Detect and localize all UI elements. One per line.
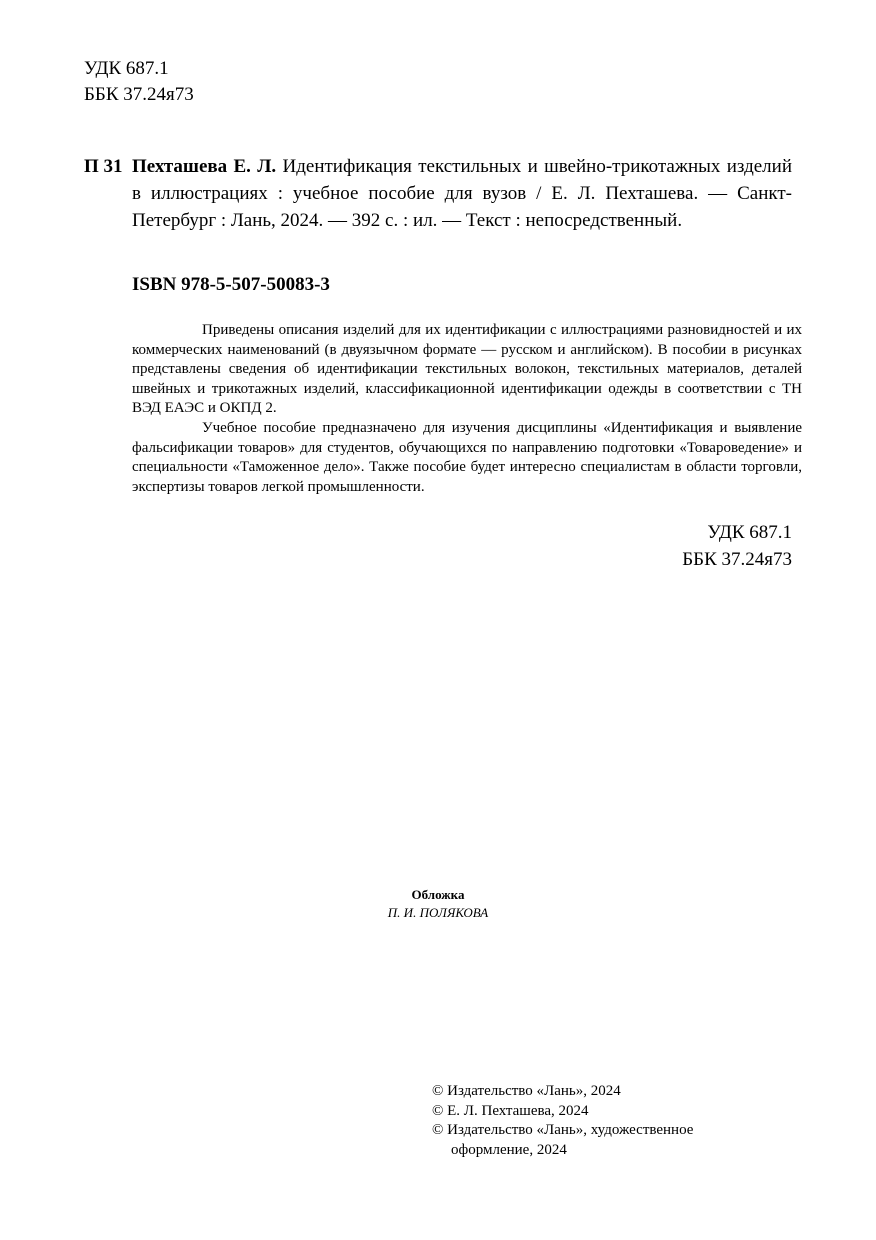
copyright-line: © Издательство «Лань», 2024 <box>432 1083 621 1099</box>
copyright-line: © Е. Л. Пехташева, 2024 <box>432 1102 589 1119</box>
abstract-paragraph: Учебное пособие предназначено для изучения дисциплины «Идентификация и выявление фальсификации товаров» для студентов, обучающихся по направлению подготовки «Товароведение» и специальности «Таможенное дело». Также пособие будет интересно специалистам в области торговли, экспертизы товаров легкой промышленности. <box>132 419 802 495</box>
abstract-paragraph: Приведены описания изделий для их идентификации с иллюстрациями разновидностей и их коммерческих наименований (в двуязычном формате — русском и английском). В пособии в рисунках представлены сведения об идентификации текстильных волокон, текстильных материалов, деталей швейных и трикотажных изделий, классификационной идентификации одежды в соответствии с ТН ВЭД ЕАЭС и ОКПД 2. <box>132 322 802 417</box>
abstract <box>132 321 802 497</box>
bbk-code: ББК 37.24я73 <box>84 84 194 105</box>
cover-designer: П. И. ПОЛЯКОВА <box>387 905 489 920</box>
bibliographic-description: Идентификация текстильных и швейно-трикотажных изделий в иллюстрациях : учебное пособие для вузов / Е. Л. Пехташева. — Санкт-Петербург : Лань, 2024. — 392 с. : ил. — Текст : непосредственный. <box>132 156 792 231</box>
bbk-code: ББК 37.24я73 <box>682 549 792 570</box>
bibliographic-record <box>132 153 792 234</box>
classification-block-top <box>84 56 194 108</box>
copyright-block <box>432 1082 693 1160</box>
copyright-line: © Издательство «Лань», художественное <box>432 1122 694 1138</box>
author-mark: П 31 <box>84 156 123 177</box>
isbn: ISBN 978-5-507-50083-3 <box>132 274 330 295</box>
author-name: Пехташева Е. Л. <box>132 156 277 177</box>
cover-label: Обложка <box>411 887 465 902</box>
cover-credit <box>0 886 876 922</box>
copyright-line: оформление, 2024 <box>451 1141 567 1158</box>
classification-block-right <box>682 519 792 573</box>
udk-code: УДК 687.1 <box>707 522 792 543</box>
udk-code: УДК 687.1 <box>84 58 169 79</box>
